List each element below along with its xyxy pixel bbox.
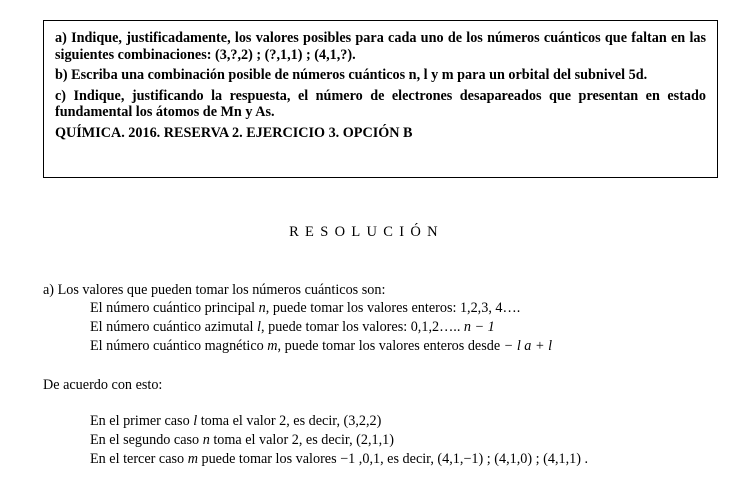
- question-a-line2: faltan en las siguientes combinaciones: (3,?,2) ; (?,1,1) ; (4,1,?).: [55, 30, 707, 63]
- question-b: [55, 67, 706, 84]
- acuerdo-line: De acuerdo con esto:: [43, 377, 163, 393]
- question-b-line2: 5d.: [628, 67, 648, 83]
- question-box: [43, 20, 718, 178]
- caso2-var: n: [202, 432, 210, 448]
- caso1-var: l: [193, 413, 198, 429]
- magnetico-post: , puede tomar los valores enteros desde: [277, 338, 504, 354]
- question-c-line1: c) Indique, justificando la respuesta, el número de electrones desapareados que presentan en: [55, 87, 660, 104]
- azimutal-end: n − 1: [463, 319, 495, 335]
- azimutal-post: , puede tomar los valores: 0,1,2…..: [261, 319, 464, 335]
- principal-var: n: [258, 300, 266, 316]
- magnetico-pre: El número cuántico magnético: [90, 338, 268, 354]
- caso2-line: [90, 432, 394, 449]
- principal-pre: El número cuántico principal: [90, 300, 259, 316]
- principal-line: [90, 300, 520, 317]
- question-a: [55, 30, 706, 63]
- question-source: QUÍMICA. 2016. RESERVA 2. EJERCICIO 3. OPCIÓN B: [55, 124, 413, 141]
- caso3-var: m: [187, 451, 198, 467]
- question-b-line1: b) Escriba una combinación posible de números cuánticos n, l y m para un orbital del subnivel: [55, 67, 626, 83]
- caso1-line: [90, 413, 381, 430]
- caso1-post: toma el valor 2, es decir, (3,2,2): [197, 413, 382, 429]
- azimutal-var: l: [257, 319, 261, 335]
- resolution-title: RESOLUCIÓN: [289, 224, 444, 240]
- caso3-post: puede tomar los valores −1 ,0,1, es decir, (4,1,−1) ; (4,1,0) ; (4,1,1) .: [197, 451, 589, 467]
- azimutal-line: [90, 319, 495, 336]
- question-a-line1: a) Indique, justificadamente, los valores posibles para cada uno de los números cuánticos que: [55, 30, 627, 46]
- caso1-pre: En el primer caso: [90, 413, 194, 429]
- caso3-pre: En el tercer caso: [90, 451, 188, 467]
- principal-post: , puede tomar los valores enteros: 1,2,3, 4….: [265, 300, 521, 316]
- caso3-line: [90, 451, 588, 468]
- magnetico-var: m: [267, 338, 278, 354]
- resolution-intro: a) Los valores que pueden tomar los números cuánticos son:: [43, 282, 386, 298]
- magnetico-line: [90, 338, 552, 355]
- magnetico-end: − l a + l: [503, 338, 553, 354]
- question-c-line2: estado fundamental los átomos de Mn y As.: [55, 87, 706, 120]
- azimutal-pre: El número cuántico azimutal: [90, 319, 258, 335]
- question-c: [55, 88, 706, 121]
- caso2-post: toma el valor 2, es decir, (2,1,1): [209, 432, 394, 448]
- caso2-pre: En el segundo caso: [90, 432, 203, 448]
